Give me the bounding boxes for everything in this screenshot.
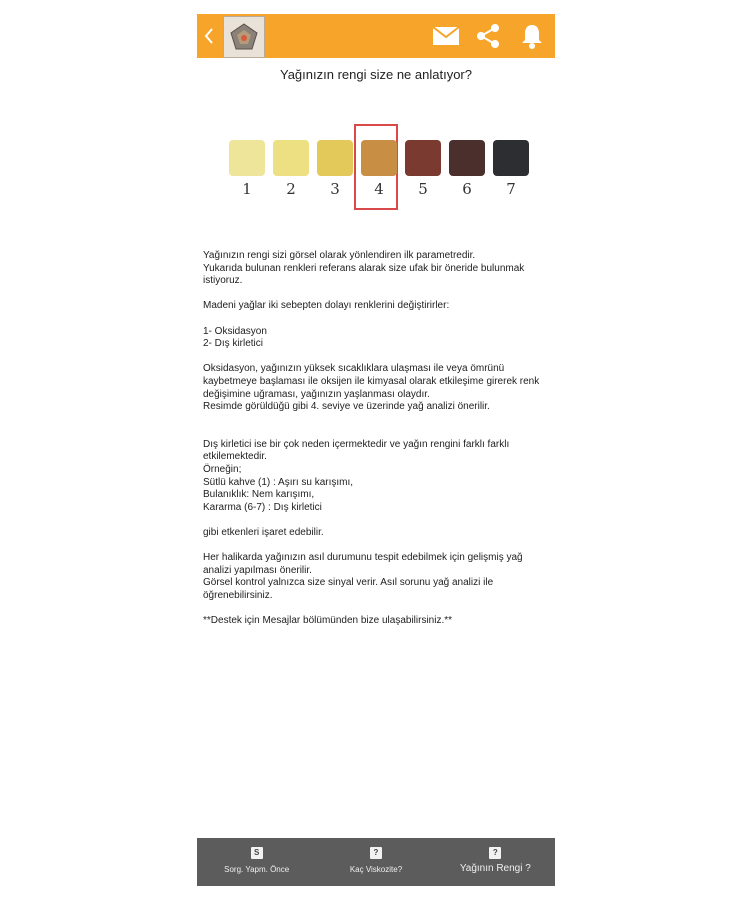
paragraph-support: **Destek için Mesajlar bölümünden bize ulaşabilirsiniz.** (203, 615, 453, 627)
paragraph-analysis: Her halikarda yağınızın asıl durumunu tespit edebilmek için gelişmiş yağ analizi yapılması önerilir. Görsel kontrol yalnızca size sinyal verir. Asıl sorunu yağ analizi ile öğrenebilirsiniz. (203, 552, 523, 601)
swatch-number-1: 1 (242, 180, 252, 198)
bottom-navigation (197, 838, 555, 886)
pentagon-logo-icon (228, 21, 260, 53)
nav-tab-label: Sorg. Yapm. Önce (224, 865, 290, 874)
swatch-number-5: 5 (418, 180, 428, 198)
nav-tab-label: Kaç Viskozite? (349, 865, 403, 874)
mail-icon (432, 26, 460, 46)
oil-color-scale (197, 134, 555, 214)
color-swatch-1 (229, 140, 265, 176)
swatch-number-3: 3 (330, 180, 340, 198)
color-swatch-4 (361, 140, 397, 176)
swatch-number-7: 7 (506, 180, 516, 198)
paragraph-oxidation: Oksidasyon, yağınızın yüksek sıcaklıklara ulaşması ile veya ömrünü kaybetmeye başlaması ile oksijen ile kimyasal olarak etkileşime girerek renk değişimine uğraması, yağınızın yaşlanması olaydır. Resimde görüldüğü gibi 4. seviye ve üzerinde yağ analizi önerilir. (203, 363, 540, 413)
nav-tab-before-query[interactable] (197, 838, 316, 886)
app-logo[interactable] (223, 16, 265, 58)
nav-tab-label: Yağının Rengi ? (459, 863, 531, 874)
swatch-number-4: 4 (374, 180, 384, 198)
color-swatch-6 (449, 140, 485, 176)
nav-tab-oil-color[interactable] (436, 838, 555, 886)
swatch-number-6: 6 (462, 180, 472, 198)
color-swatch-5 (405, 140, 441, 176)
phone-screen (197, 14, 555, 886)
bell-icon (521, 23, 543, 49)
color-swatch-2 (273, 140, 309, 176)
notifications-button[interactable] (517, 22, 547, 50)
nav-tab-viscosity[interactable] (316, 838, 435, 886)
color-swatch-7 (493, 140, 529, 176)
messages-button[interactable] (431, 22, 461, 50)
info-text (203, 250, 549, 640)
back-button[interactable] (200, 22, 218, 50)
paragraph-reasons: Madeni yağlar iki sebepten dolayı renklerini değiştirirler: (203, 300, 450, 312)
paragraph-reason-list: 1- Oksidasyon 2- Dış kirletici (203, 325, 267, 350)
color-swatch-3 (317, 140, 353, 176)
nav-badge-icon: ? (370, 847, 382, 859)
swatch-number-2: 2 (286, 180, 296, 198)
paragraph-intro: Yağınızın rengi sizi görsel olarak yönlendiren ilk parametredir. Yukarıda bulunan renkleri referans alarak size ufak bir öneride bulunmak istiyoruz. (203, 250, 525, 287)
paragraph-indicators: gibi etkenleri işaret edebilir. (203, 526, 324, 538)
share-icon (475, 23, 501, 49)
nav-badge-icon: S (251, 847, 263, 859)
share-button[interactable] (473, 22, 503, 50)
chevron-left-icon (204, 27, 214, 45)
nav-badge-icon: ? (489, 847, 501, 859)
app-bar (197, 14, 555, 58)
page-title: Yağınızın rengi size ne anlatıyor? (280, 67, 472, 82)
paragraph-contaminant: Dış kirletici ise bir çok neden içermektedir ve yağın rengini farklı farklı etkilemektedir. Örneğin; Sütlü kahve (1) : Aşırı su karışımı, Bulanıklık: Nem karışımı, Kararma (6-7) : Dış kirletici (203, 438, 510, 513)
